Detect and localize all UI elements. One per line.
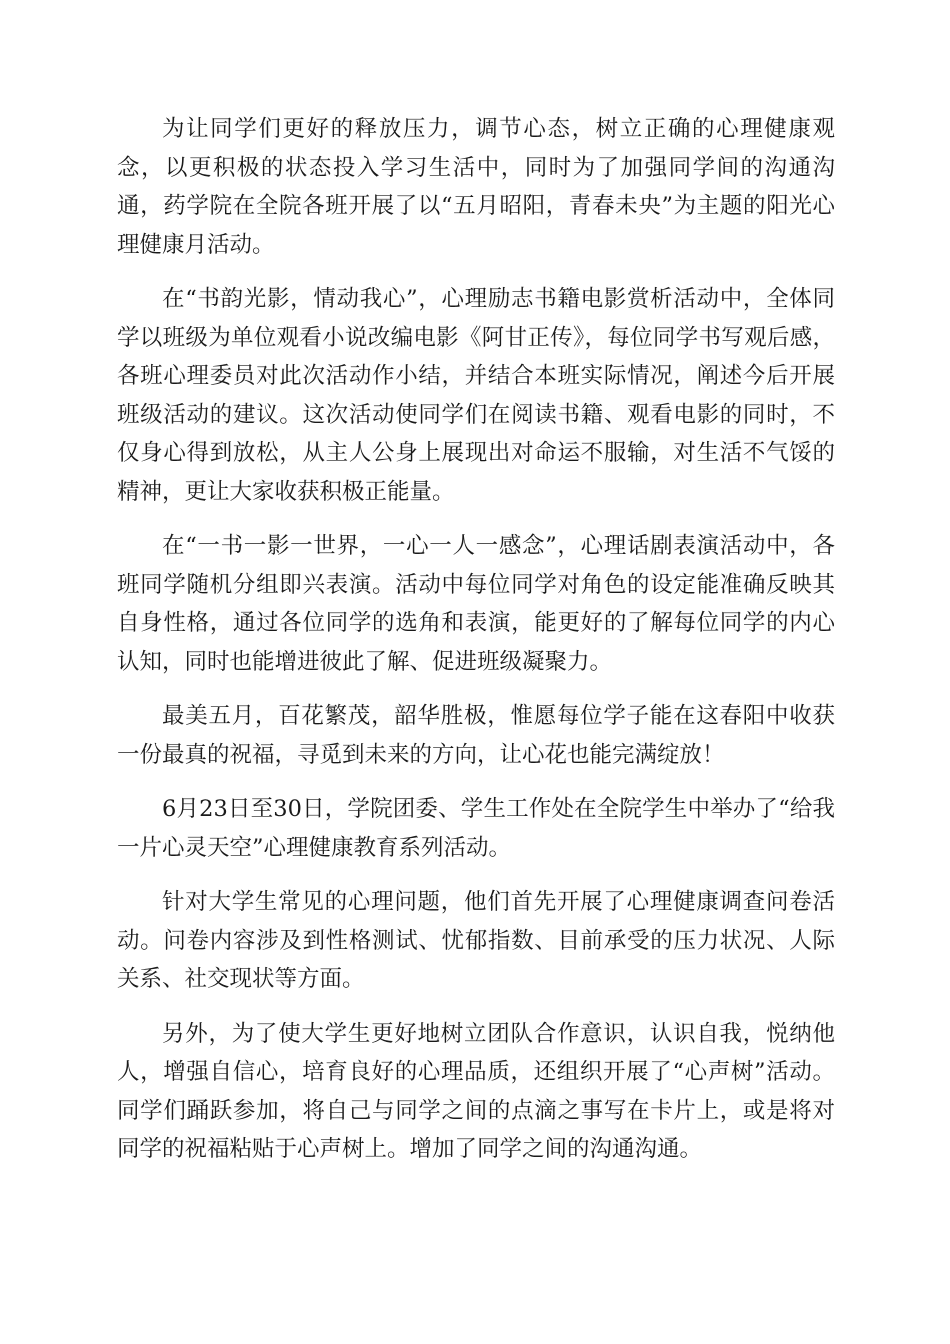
paragraph-3: 在“一书一影一世界，一心一人一感念”，心理话剧表演活动中，各班同学随机分组即兴表演。活动中每位同学对角色的设定能准确反映其自身性格，通过各位同学的选角和表演，能更好的了解每位同学的内心认知，同时也能增进彼此了解、促进班级凝聚力。 (117, 533, 835, 675)
paragraph-2: 在“书韵光影，情动我心”，心理励志书籍电影赏析活动中，全体同学以班级为单位观看小说改编电影《阿甘正传》，每位同学书写观后感，各班心理委员对此次活动作小结，并结合本班实际情况，阐述今后开展班级活动的建议。这次活动使同学们在阅读书籍、观看电影的同时，不仅身心得到放松，从主人公身上展现出对命运不服输，对生活不气馁的精神，更让大家收获积极正能量。 (117, 286, 835, 505)
paragraph-1: 为让同学们更好的释放压力，调节心态，树立正确的心理健康观念，以更积极的状态投入学习生活中，同时为了加强同学间的沟通沟通，药学院在全院各班开展了以“五月昭阳，青春未央”为主题的阳光心理健康月活动。 (117, 116, 835, 258)
document-page (117, 110, 835, 1185)
paragraph-5: 6月23日至30日，学院团委、学生工作处在全院学生中举办了“给我一片心灵天空”心理健康教育系列活动。 (117, 796, 835, 861)
paragraph-4: 最美五月，百花繁茂，韶华胜极，惟愿每位学子能在这春阳中收获一份最真的祝福，寻觅到未来的方向，让心花也能完满绽放！ (117, 703, 835, 768)
paragraph-6: 针对大学生常见的心理问题，他们首先开展了心理健康调查问卷活动。问卷内容涉及到性格测试、忧郁指数、目前承受的压力状况、人际关系、社交现状等方面。 (117, 889, 835, 992)
paragraph-7: 另外，为了使大学生更好地树立团队合作意识，认识自我，悦纳他人，增强自信心，培育良好的心理品质，还组织开展了“心声树”活动。同学们踊跃参加，将自己与同学之间的点滴之事写在卡片上，或是将对同学的祝福粘贴于心声树上。增加了同学之间的沟通沟通。 (117, 1020, 835, 1162)
